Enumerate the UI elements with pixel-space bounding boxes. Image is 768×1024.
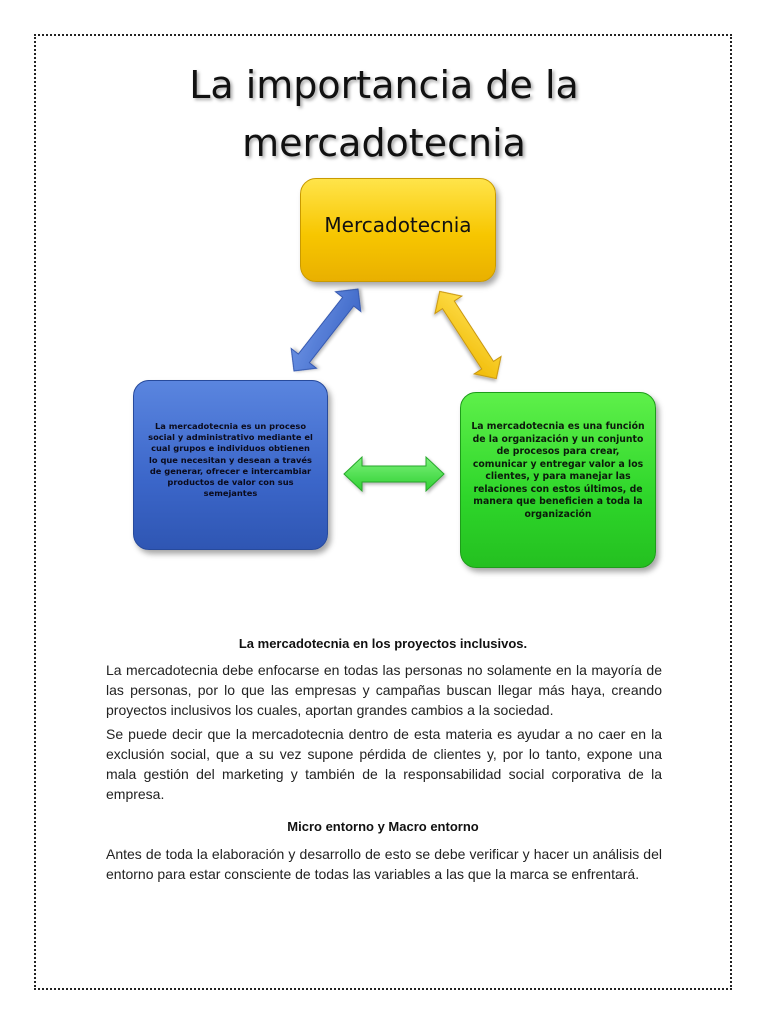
definition-box-left: [133, 380, 328, 550]
definition-box-right: [460, 392, 656, 568]
mercadotecnia-label: Mercadotecnia: [324, 213, 472, 237]
definition-right-text: La mercadotecnia es una función de la organización y un conjunto de procesos para crear, comunicar y entregar valor a los clientes, y para manejar las relaciones con estos últimos, de manera que beneficien a toda la organización: [471, 421, 645, 520]
paragraph-inclusive-2: Se puede decir que la mercadotecnia dentro de esta materia es ayudar a no caer en la exclusión social, que a su vez supone pérdida de clientes y, por lo tanto, expone una mala gestión del marketing y también de la responsabilidad social corporativa de la empresa.: [106, 726, 662, 802]
paragraph-inclusive-1: La mercadotecnia debe enfocarse en todas las personas no solamente en la mayoría de las personas, por lo que las empresas y campañas buscan llegar más haya, creando proyectos inclusivos los cuales, aportan grandes cambios a la sociedad.: [106, 662, 662, 718]
definition-left-text: La mercadotecnia es un proceso social y administrativo mediante el cual grupos e individuos obtienen lo que necesitan y desean a través de generar, ofrecer e intercambiar productos de valor con sus semejantes: [148, 421, 313, 499]
mercadotecnia-box: [300, 178, 496, 282]
paragraph-entorno-1: Antes de toda la elaboración y desarrollo de esto se debe verificar y hacer un análisis del entorno para estar consciente de todas las variables a las que la marca se enfrentará.: [106, 846, 662, 882]
page-title: La importancia de la mercadotecnia: [189, 63, 579, 165]
section-heading-inclusive: La mercadotecnia en los proyectos inclusivos.: [238, 636, 528, 651]
section-heading-entorno: Micro entorno y Macro entorno: [287, 819, 479, 834]
